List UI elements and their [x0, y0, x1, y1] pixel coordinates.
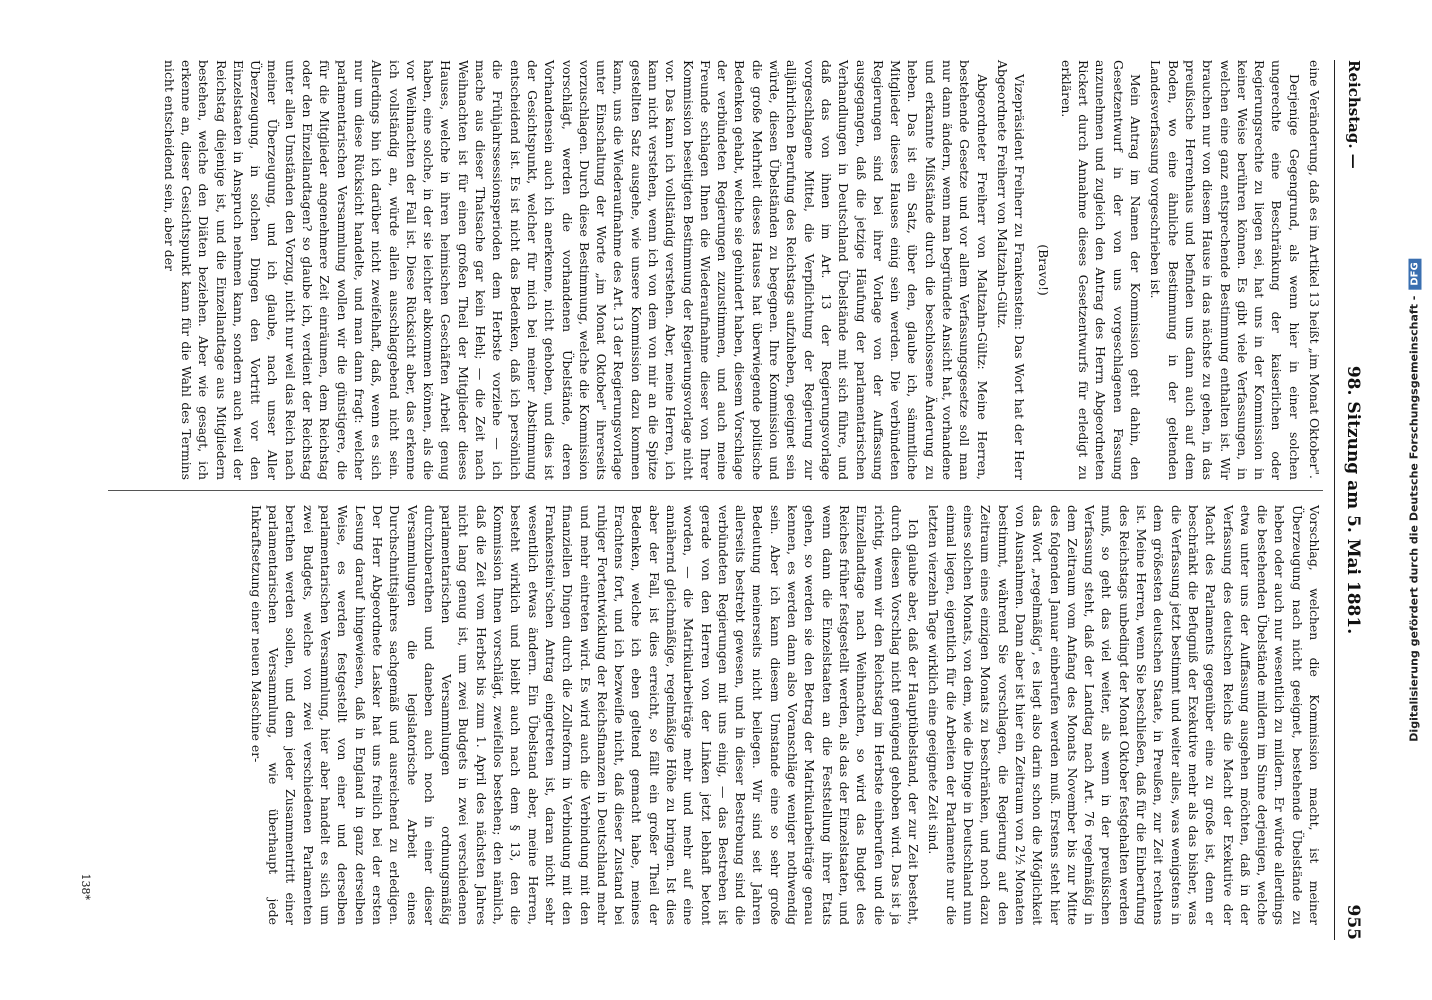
applause-note: (Bravo!): [1035, 244, 1051, 296]
dfg-badge: DFG: [1409, 258, 1422, 289]
paragraph: Ich glaube aber, daß der Hauptübelstand, der zur Zeit besteht, durch diesen Vorschlag nicht genügend gehoben wird. Das ist ja richtig, wenn wir den Reichstag im Herbste einberufen und die Einzellandtage nach Weihnachten, so wird das Budget des Reiches früher festgestellt werden, als das der Einzelstaaten, und wenn dann die Einzelstaaten an die Feststellung ihrer Etats gehen, so werden sie den Betrag der Matrikularbeiträge genau kennen, es werden dann also Voranschläge weniger nothwendig sein. Aber ich kann diesem Umstande eine so sehr große Bedeutung meinerseits nicht beilegen. Wir sind seit Jahren allerseits bestrebt gewesen, und in dieser Bestrebung sind die verbündeten Regierungen mit uns einig, — das Bestreben ist gerade von den Herren von der Linken jetzt lebhaft betont worden, — die Matrikularbeiträge mehr und mehr auf eine annähernd gleichmäßige, regelmäßige Höhe zu bringen. Ist dies aber der Fall, ist dies erreicht, so fällt ein großer Theil der Bedenken, welche ich eben geltend gemacht habe, meines Erachtens fort, und ich bezweifle nicht, daß dieser Zustand bei ruhiger Fortentwicklung der Reichsfinanzen in Deutschland mehr und mehr eintreten wird. Es wird auch die Verbindung mit den finanziellen Dingen durch die Zollreform in Verbindung mit den Frankenstein'schen Antrag eingetreten ist, daran nicht sehr wesentlich etwas ändern. Ein Übelstand aber, meine Herren, besteht wirklich und bleibt auch nach dem § 13, den die Kommission Ihnen vorschlägt, zweifellos bestehen; den nämlich, daß die Zeit vom Herbst bis zum 1. April des nächsten Jahres nicht lang genug ist, um zwei Budgets in zwei verschiedenen parlamentarischen Versammlungen ordnungsmäßig durchzuberathen und daneben auch noch in einer dieser Versammlungen die legislatorische Arbeit eines Durchschnittsjahres sachgemäß und ausreichend zu erledigen. Der Herr Abgeordnete Lasker hat uns freilich bei der ersten Lesung darauf hingewiesen, daß in England in ganz derselben Weise, es werden festgestellt von einer und derselben parlamentarischen Versammlung, hier aber handelt es sich um zwei Budgets, welche von zwei verschiedenen Parlamenten berathen werden sollen, und dem jeder Zusammentritt einer parlamentarischen Versammlung, wie überhaupt jede Inkraftsetzung einer neuen Maschine er-: [248, 505, 922, 925]
side-note-text: Digitalisierung gefördert durch die Deutsche Forschungsgemeinschaft -: [1407, 295, 1421, 742]
paragraph: eine Veränderung, daß es im Artikel 13 heißt „im Monat Oktober".: [1307, 60, 1322, 479]
rotated-document-page: [51, 20, 1381, 980]
paragraph: Vorschlag, welchen die Kommission macht, ist meiner Überzeugung nach nicht geeignet, bestehende Übelstände zu heben oder auch nur wesentlich zu mildern. Er würde allerdings die bestehenden Übelstände mildern im Sinne derjenigen, welche etwa unter uns der Auffassung ausgehen möchten, daß in der Verfassung des deutschen Reichs die Macht der Exekutive der Macht des Parlaments gegenüber eine zu große ist, denn er beschränkt die Befugniß der Exekutive mehr als das bisher, was die Verfassung jetzt bestimmt und weiter alles, was wenigstens in dem größesten deutschen Staate, in Preußen, zur Zeit rechtens ist. Meine Herren, wenn Sie beschließen, daß für die Einberufung des Reichstags unbedingt der Monat Oktober festgehalten werden muß, so geht das viel weiter, als wenn in der preußischen Verfassung steht, daß der Landtag nach Art. 76 regelmäßig in dem Zeitraum vom Anfang des Monats November bis zur Mitte des folgenden Januar einberufen werden muß. Erstens steht hier das Wort „regelmäßig", es liegt also darin schon die Möglichkeit von Ausnahmen. Dann aber ist hier ein Zeitraum von 2½ Monaten bestimmt, während Sie vorschlagen, die Regierung auf den Zeitraum eines einzigen Monats zu beschränken, und noch dazu eines solchen Monats, von dem, wie die Dinge in Deutschland nun einmal liegen, eigentlich für die Arbeiten der Parlamente nur die letzten vierzehn Tage wirklich eine geeignete Zeit sind.: [926, 505, 1322, 925]
paragraph: Mein Antrag im Namen der Kommission geht dahin, den Gesetzentwurf in der von uns vorgeschlagenen Fassung anzunehmen und zugleich den Antrag des Herrn Abgeordneten Rickert durch Annahme dieses Gesetzentwurfs für erledigt zu erklären.: [1058, 60, 1144, 480]
signature-mark: 138*: [79, 873, 92, 900]
page-header: [1333, 60, 1363, 940]
header-rule: [1334, 60, 1335, 940]
paragraph: Vizepräsident Freiherr zu Frankenstein: Das Wort hat der Herr Abgeordnete Freiherr von Maltzahn-Gültz.: [994, 60, 1028, 480]
right-column: [245, 505, 1323, 925]
dfg-side-note: [1396, 0, 1432, 1000]
column-divider: [108, 490, 1323, 491]
paragraph: Abgeordneter Freiherr von Maltzahn-Gültz: Meine Herren, bestehende Gesetze und vor allem Verfassungsgesetze soll man nur dann ändern, wenn man begründete Ansicht hat, vorhandene und erkannte Mißstände durch die beschlossene Änderung zu heben. Das ist ein Satz, über den, glaube ich, sämmtliche Mitglieder dieses Hauses einig sein werden. Die verbündeten Regierungen sind bei ihrer Vorlage von der Auffassung ausgegangen, daß die jetzige Häufung der parlamentarischen Verhandlungen in Deutschland Übelstände mit sich führe, und daß das von ihnen im Art. 13 der Regierungsvorlage vorgeschlagene Mittel, die Verpflichtung der Regierung zur alljährlichen Berufung des Reichstags aufzuheben, geeignet sein würde, diesen Übelständen zu begegnen. Ihre Kommission und die große Mehrheit dieses Hauses hat überwiegende politische Bedenken gehabt, welche sie gehindert haben, diesem Vorschlage der verbündeten Regierungen zuzustimmen, und auch meine Freunde schlagen Ihnen die Wiederaufnahme dieser von Ihrer Kommission beseitigten Bestimmung der Regierungsvorlage nicht vor. Das kann ich vollständig verstehen. Aber, meine Herren, ich kann nicht verstehen, wenn ich von dem von mir an die Spitze gestellten Satz ausgehe, wie unsere Kommission dazu kommen kann, uns die Wiederaufnahme des Art. 13 der Regierungsvorlage unter Einschaltung der Worte „im Monat Oktober" ihrerseits vorzuschlagen. Durch diese Bestimmung, welche die Kommission vorschlägt, werden die vorhandenen Übelstände, deren Vorhandensein auch ich anerkenne, nicht gehoben, und dies ist der Gesichtspunkt, welcher für mich bei meiner Abstimmung entscheidend ist. Es ist nicht das Bedenken, daß ich persönlich die Frühjahrssessionsperioden dem Herbste vorziehe — ich mache aus dieser Thatsache gar kein Hehl; — die Zeit nach Weihnachten ist für einen großen Theil der Mitglieder dieses Hauses, welche in ihren heimischen Geschäften Arbeit genug haben, eine solche, in der sie leichter abkommen können, als die vor Weihnachten der Fall ist. Diese Rücksicht aber, das erkenne ich vollständig an, würde allein ausschlaggebend nicht sein. Allerdings bin ich darüber nicht zweifelhaft, daß, wenn es sich nur um diese Rücksicht handelte, und man dann fragt: welcher parlamentarischen Versammlung wollen wir die günstigere, die für die Mitglieder angenehmere Zeit einräumen, dem Reichstag oder den Einzellandtagen? so glaube ich, verdient der Reichstag unter allen Umständen den Vorzug, nicht nur weil das Reich nach meiner Überzeugung, und ich glaube, nach unser Aller Überzeugung, in solchen Dingen den Vortritt vor den Einzelstaaten in Anspruch nehmen kann, sondern auch weil der Reichstag diejenige ist, und die Einzellandtage aus Mitgliedern bestehen, welche den Diäten beziehen. Aber wie gesagt, ich erkenne an, dieser Gesichtspunkt kann für die Wahl des Termins nicht entscheidend sein, aber der: [161, 60, 990, 480]
paragraph: Derjenige Gegengrund, als wenn hier in einer solchen ungerechte eine Beschränkung der kaiserlichen oder Regierungsrechte zu liegen sei, hat uns in der Kommission in keiner Weise berühren können. Es gibt viele Verfassungen, in welchen eine ganz entsprechende Bestimmung enthalten ist. Wir brauchen nur von diesem Hause in das nächste zu gehen, in das preußische Herrenhaus und befinden uns dann auch auf dem Boden, wo eine ähnliche Bestimmung in der geltenden Landesverfassung vorgeschrieben ist.: [1148, 60, 1302, 480]
page-number: 955: [1343, 904, 1363, 940]
header-title: 98. Sitzung am 5. Mai 1881.: [1343, 365, 1363, 635]
left-column: [157, 60, 1323, 480]
header-left: Reichstag. —: [1345, 60, 1363, 169]
